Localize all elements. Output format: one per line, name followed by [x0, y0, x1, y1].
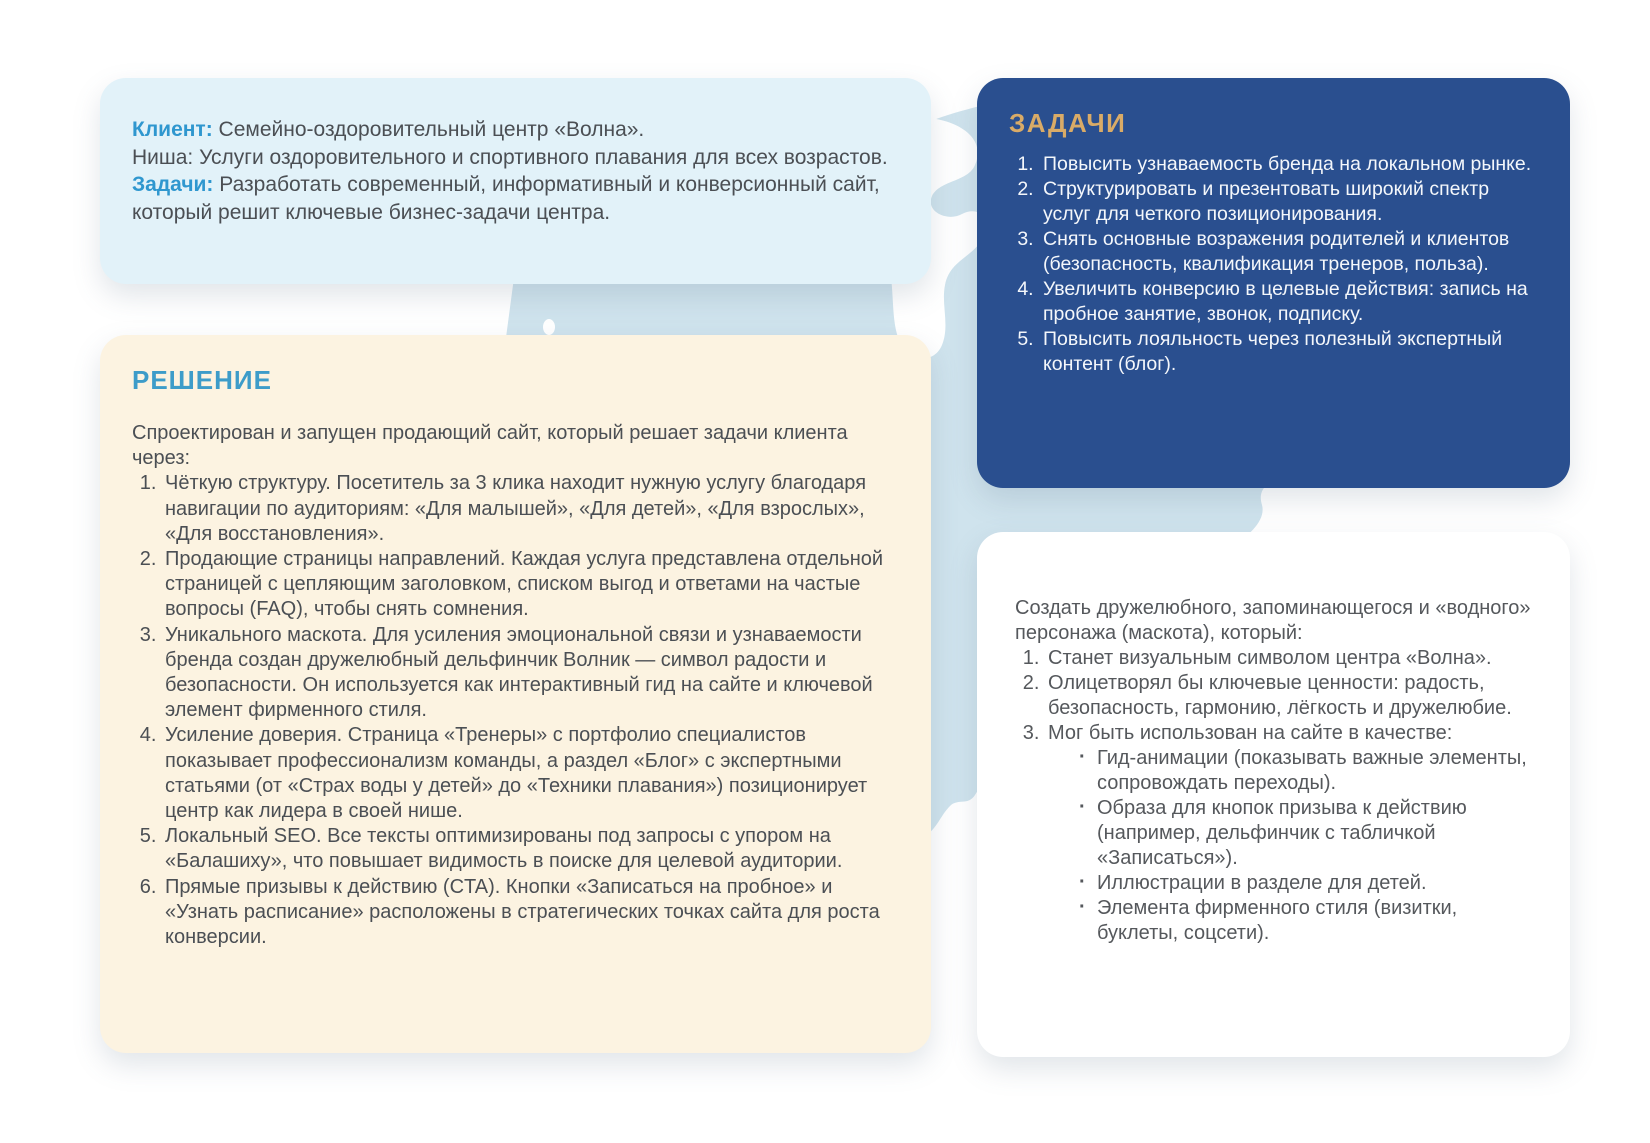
mascot-requirement-item: 2. Олицетворял бы ключевые ценности: радость, безопасность, гармонию, лёгкость и дружелюбие. [1045, 671, 1536, 721]
client-line-text: Ниша: Услуги оздоровительного и спортивного плавания для всех возрастов. [132, 145, 888, 169]
client-line-label: Клиент: [132, 118, 213, 141]
mascot-requirements-list [1015, 646, 1536, 746]
solution-item: 6. Прямые призывы к действию (CTA). Кнопки «Записаться на пробное» и «Узнать расписание» расположены в стратегических точках сайта для роста конверсии. [162, 875, 897, 951]
client-line [132, 144, 895, 172]
task-item: 1. Повысить узнаваемость бренда на локальном рынке. [1039, 152, 1540, 177]
water-blob-white-dot [543, 319, 555, 335]
tasks-title: ЗАДАЧИ [1009, 108, 1127, 138]
solution-list [132, 471, 897, 950]
mascot-requirement-item: 1. Станет визуальным символом центра «Волна». [1045, 646, 1536, 671]
client-description [132, 116, 895, 226]
tasks-card [977, 78, 1570, 488]
task-item: 4. Увеличить конверсию в целевые действия: запись на пробное занятие, звонок, подписку. [1039, 277, 1540, 327]
solution-item: 5. Локальный SEO. Все тексты оптимизированы под запросы с упором на «Балашиху», что повышает видимость в поиске для целевой аудитории. [162, 824, 897, 874]
solution-title: РЕШЕНИЕ [132, 365, 272, 395]
task-item: 2. Структурировать и презентовать широкий спектр услуг для четкого позиционирования. [1039, 177, 1540, 227]
client-line-text: Разработать современный, информативный и конверсионный сайт, который решит ключевые бизнес-задачи центра. [132, 173, 880, 224]
mascot-usage-list [1015, 746, 1536, 946]
mascot-requirement-item: 3. Мог быть использован на сайте в качестве: [1045, 721, 1536, 746]
client-line-text: Семейно-оздоровительный центр «Волна». [212, 118, 645, 141]
mascot-usage-item: · Гид-анимации (показывать важные элементы, сопровождать переходы). [1077, 746, 1536, 796]
client-line [132, 116, 895, 144]
solution-item: 3. Уникального маскота. Для усиления эмоциональной связи и узнаваемости бренда создан дружелюбный дельфинчик Волник — символ радости и безопасности. Он используется как интерактивный гид на сайте и ключевой элемент фирменного стиля. [162, 623, 897, 724]
mascot-card [977, 532, 1570, 1057]
mascot-usage-item: · Иллюстрации в разделе для детей. [1077, 871, 1536, 896]
mascot-usage-item: · Элемента фирменного стиля (визитки, буклеты, соцсети). [1077, 896, 1536, 946]
solution-item: 1. Чёткую структуру. Посетитель за 3 клика находит нужную услугу благодаря навигации по аудиториям: «Для малышей», «Для детей», «Для взрослых», «Для восстановления». [162, 471, 897, 547]
task-item: 3. Снять основные возражения родителей и клиентов (безопасность, квалификация тренеров, польза). [1039, 227, 1540, 277]
solution-item: 4. Усиление доверия. Страница «Тренеры» с портфолио специалистов показывает профессионализм команды, а раздел «Блог» с экспертными статьями (от «Страх воды у детей» до «Техники плавания») позиционирует центр как лидера в своей нише. [162, 723, 897, 824]
solution-intro: Спроектирован и запущен продающий сайт, который решает задачи клиента через: [132, 422, 848, 470]
client-card [100, 78, 931, 284]
solution-card [100, 335, 931, 1053]
client-line-label: Задачи: [132, 173, 214, 196]
client-line [132, 171, 895, 226]
tasks-list [1009, 152, 1540, 377]
mascot-usage-item: · Образа для кнопок призыва к действию (например, дельфинчик с табличкой «Записаться»). [1077, 796, 1536, 871]
solution-item: 2. Продающие страницы направлений. Каждая услуга представлена отдельной страницей с цепляющим заголовком, списком выгод и ответами на частые вопросы (FAQ), чтобы снять сомнения. [162, 547, 897, 623]
task-item: 5. Повысить лояльность через полезный экспертный контент (блог). [1039, 327, 1540, 377]
mascot-intro: Создать дружелюбного, запоминающегося и «водного» персонажа (маскота), который: [1015, 597, 1531, 644]
